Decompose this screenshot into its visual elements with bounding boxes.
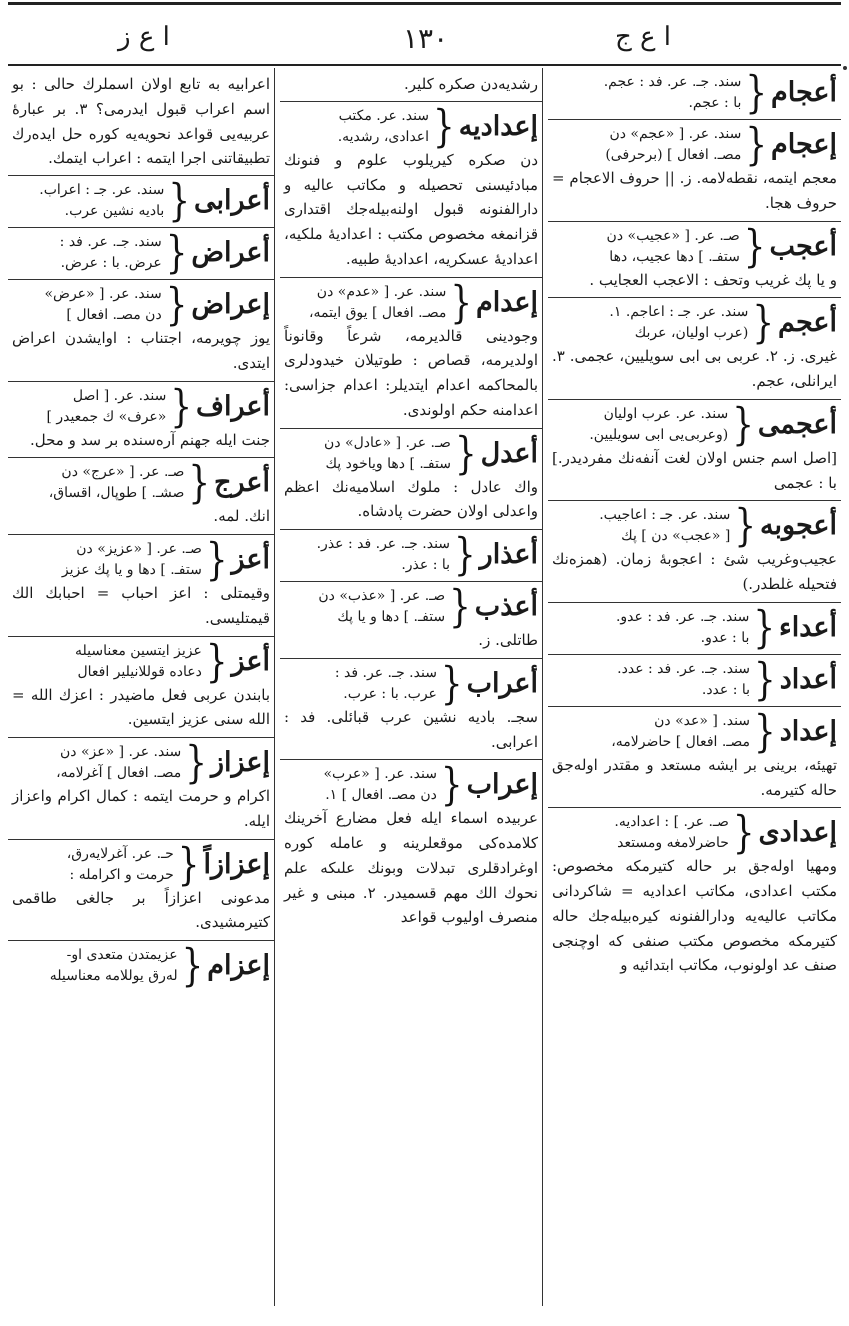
page-number: ١٣٠ [403, 22, 449, 55]
dictionary-entry [280, 659, 542, 761]
dictionary-entry [280, 582, 542, 659]
headword: أعجام [771, 77, 837, 109]
grammar-line: سند. جـ. عر. فد : [334, 664, 437, 681]
brace-glyph: { [181, 940, 204, 992]
dictionary-entry [548, 400, 841, 502]
entry-grammar [552, 72, 741, 114]
definition: سجـ. باديه نشين عرب قبائلى. فد : اعرابى. [284, 707, 538, 751]
grammar-line: اعدادى، رشديه. [337, 128, 430, 145]
brace-glyph: { [433, 100, 455, 153]
entry-head [552, 653, 837, 706]
dictionary-entry [280, 530, 542, 582]
dictionary-entry [280, 278, 542, 429]
margin-mark [843, 66, 847, 70]
entry-grammar [284, 586, 445, 628]
grammar-line: صـ. عر. [ «عرج» دن [61, 464, 185, 481]
dictionary-entry [8, 941, 274, 992]
grammar-line: حرمت و اكرامله : [69, 866, 174, 883]
definition: عجيب‌وغريب شئ : اعجوبۀ زمان. (همزه‌نك فتحيله غلطدر.) [552, 550, 837, 593]
grammar-line: سند. عر. [ «عجم» دن [609, 126, 742, 142]
brace-glyph: { [205, 534, 228, 586]
definition: يوز چويرمه، اجتناب : اوايشدن اعراض ايتدى. [12, 329, 270, 372]
dictionary-entry [8, 228, 274, 280]
entry-head [284, 657, 538, 710]
headword: أعجب [769, 230, 837, 262]
grammar-line: سند. عر. [ اصل [72, 387, 167, 404]
brace-glyph: { [165, 279, 188, 331]
grammar-line: عزيز ايتسين معناسيله [75, 642, 202, 659]
entry-head [12, 380, 270, 433]
continuation-text: رشديه‌دن صكره كلير. [280, 68, 542, 102]
grammar-line: (عرب اوليان، عربك [634, 325, 749, 342]
brace-glyph: { [745, 68, 768, 119]
brace-glyph: { [185, 737, 207, 789]
brace-glyph: { [753, 601, 776, 654]
dictionary-entry [8, 176, 274, 228]
headword: أعز [231, 544, 270, 576]
headword: إعزام [207, 950, 270, 982]
grammar-line: سند. عر. [ «عز» دن [60, 744, 182, 760]
definition: تهيئه، برينى بر ايشه مستعد و مقتدر اوله‌جق حاله كتيرمه. [552, 755, 837, 799]
grammar-line: ستفـ. ] دها وياخود پك [325, 455, 451, 472]
dictionary-entry [548, 501, 841, 603]
grammar-line: سند. عر. جـ : اعاجيب. [599, 507, 731, 524]
grammar-line: حـ. عر. آغرلايه‌رق، [66, 845, 174, 862]
headword: أعجمى [757, 408, 837, 440]
grammar-line: عرب. با : عرب. [343, 685, 437, 702]
grammar-line: سند. عر. عرب اوليان [603, 405, 729, 422]
header-rule [8, 64, 841, 66]
grammar-line: (وعربى‌يى ابى سويليين. [589, 426, 729, 443]
entry-grammar [552, 124, 741, 166]
grammar-line: با : عذر. [401, 557, 451, 573]
grammar-line: با : عدد. [701, 681, 751, 698]
brace-glyph: { [732, 807, 755, 860]
entry-head [12, 175, 270, 227]
entry-grammar [12, 539, 202, 581]
entry-grammar [12, 232, 162, 274]
entry-grammar [12, 742, 181, 784]
brace-glyph: { [205, 635, 228, 688]
dictionary-entry [8, 280, 274, 382]
grammar-line: مصـ. افعال ] آغرلامه، [56, 765, 182, 781]
continuation-text: اعرابيه به تابع اولان اسملرك حالى : بو اسم اعراب قبول ايدرمى؟ ٣. بر عبارۀ عربيه‌يى قواعد نحويه‌يه كوره حل ايده‌رك تطبيقاتنى اجرا ايتمه : اعراب ايتمك. [8, 68, 274, 176]
grammar-line: مصـ. افعال ] حاضرلامه، [611, 733, 751, 750]
brace-glyph: { [732, 398, 754, 451]
grammar-line: عزيمتدن متعدى او- [66, 947, 178, 963]
definition: ومهيا اوله‌جق بر حاله كتيرمكه مخصوص: مكتب اعدادى، مكاتب اعداديه = شاكردانى مكاتب عاليه‌يه ودارالفنونه كيره‌بيله‌جك حاله كتيرمكه مخصوص مكتب صنفى كه اوچنجى صنف عد اولونوب، مكاتب ابتدائيه و [552, 857, 837, 975]
brace-glyph: { [752, 297, 774, 350]
headword: إعراب [466, 769, 538, 801]
entry-head [552, 601, 837, 654]
column-left [8, 68, 274, 1306]
entry-head [284, 427, 538, 480]
entry-head [284, 581, 538, 633]
entry-head [12, 635, 270, 688]
grammar-line: سند. جـ. عر. فد : [59, 234, 162, 250]
dictionary-entry [548, 655, 841, 707]
entry-grammar [552, 302, 748, 344]
grammar-line: سند. جـ. عر. فد : عدو. [615, 608, 750, 625]
dictionary-entry [280, 102, 542, 278]
headword: إعراض [191, 289, 270, 321]
brace-glyph: { [168, 175, 190, 227]
headword: أعز [231, 645, 270, 677]
brace-glyph: { [454, 427, 477, 480]
entry-grammar [552, 812, 729, 854]
grammar-line: دعاده قوللانيلير افعال [77, 663, 202, 680]
headword: أعداد [779, 663, 837, 695]
entry-grammar [12, 641, 202, 683]
headword: إعداديه [458, 110, 538, 142]
entry-head [284, 529, 538, 581]
brace-glyph: { [440, 759, 463, 812]
dictionary-entry [8, 458, 274, 535]
entry-grammar [12, 284, 162, 326]
grammar-line: عرض. با : عرض. [60, 255, 162, 271]
entry-grammar [552, 659, 750, 701]
grammar-line: سند. جـ. عر. فد : عدد. [617, 660, 751, 677]
brace-glyph: { [188, 457, 211, 510]
entry-head [12, 227, 270, 279]
grammar-line: صـ. عر. ] : اعداديه. [614, 814, 729, 831]
grammar-line: مصـ. افعال ] (برحرفى) [605, 147, 742, 163]
dictionary-entry [548, 808, 841, 983]
entry-grammar [284, 282, 446, 324]
definition: طاتلى. ز. [478, 631, 538, 649]
definition: غيرى. ز. ٢. عربى بى ابى سويليين، عجمى. ٣. ايرانلى، عجم. [552, 347, 837, 390]
entry-grammar [12, 462, 184, 504]
grammar-line: سند. جـ. عر. فد : عذر. [316, 536, 451, 552]
grammar-line: ستفـ. ] دها و يا پك عزيز [61, 562, 202, 578]
grammar-line: با : عجم. [688, 95, 742, 111]
headword: أعذار [479, 539, 538, 571]
brace-glyph: { [754, 653, 776, 706]
brace-glyph: { [165, 227, 188, 279]
definition: [اصل اسم جنس اولان لغت آنفه‌نك مفرديدر.] با : عجمى [552, 448, 837, 492]
entry-head [284, 759, 538, 812]
dictionary-entry [280, 760, 542, 935]
entry-head [552, 119, 837, 171]
grammar-line: سند. عر. مكتب [338, 107, 430, 124]
dictionary-entry [548, 120, 841, 222]
grammar-line: باديه نشين عرب. [64, 203, 165, 219]
grammar-line: صـ. عر. [ «عزيز» دن [76, 541, 202, 557]
entry-head [12, 940, 270, 992]
brace-glyph: { [734, 500, 757, 553]
grammar-line: ستفـ. ] دها و يا پك [337, 609, 446, 625]
entry-head [552, 807, 837, 860]
dictionary-entry [280, 429, 542, 531]
definition: واك عادل : ملوك اسلاميه‌نك اعظم واعدلى اولان حضرت پادشاه. [284, 477, 538, 521]
headword: أعرج [214, 467, 270, 499]
definition: وجودينى قالديرمه، شرعاً وقانوناً اولديرمه، قصاص : طوتيلان خيدودلرى بالمحاكمه اعدام ايتديلر: اعدام جزاسى: اعدامنه حكم اولوندى. [284, 326, 538, 419]
entry-grammar [12, 945, 178, 987]
entry-grammar [284, 433, 451, 475]
headword: أعجم [777, 307, 837, 339]
grammar-line: ستفـ. ] دها عجيب، دها [609, 248, 740, 265]
entry-head [552, 297, 837, 350]
dictionary-entry [8, 382, 274, 459]
grammar-line: سند. [ «عد» دن [654, 712, 751, 729]
entry-grammar [552, 711, 750, 753]
brace-glyph: { [754, 705, 776, 758]
dictionary-entry [548, 68, 841, 120]
definition: انك. لمه. [213, 507, 270, 526]
top-rule [8, 2, 841, 5]
dictionary-entry [548, 603, 841, 655]
headword: إعزازاً [203, 848, 270, 880]
entry-head [284, 100, 538, 153]
entry-grammar [552, 226, 740, 268]
grammar-line: حاضرلامغه ومستعد [617, 835, 729, 852]
headword: أعداء [779, 611, 837, 643]
grammar-line: سند. جـ. عر. فد : عجم. [603, 74, 742, 90]
column-right [548, 68, 841, 1306]
entry-head [12, 534, 270, 586]
dictionary-entry [548, 222, 841, 299]
entry-grammar [552, 505, 730, 547]
brace-glyph: { [440, 657, 463, 710]
header-right-guide: ا ع ج [614, 22, 671, 52]
entry-head [552, 398, 837, 451]
grammar-line: له‌رق يوللامه معناسيله [49, 968, 178, 984]
entry-grammar [552, 607, 749, 649]
grammar-line: سند. عر. جـ : اعراب. [39, 182, 165, 198]
dictionary-entry [8, 535, 274, 637]
definition: بابندن عربى فعل ماضيدر : اعزك الله = الله سنى عزيز ايتسين. [12, 685, 270, 729]
headword: إعزاز [210, 747, 270, 779]
entry-head [552, 68, 837, 119]
grammar-line: دن مصـ. افعال ] [66, 307, 162, 323]
grammar-line: سند. عر. [ «عدم» دن [316, 283, 447, 300]
definition: دن صكره كيريلوب علوم و فنونك مبادئيسنى تحصيله و مكاتب عاليه و دارالفنونه قبول اولنه‌بيله‌جك اقتدارى قزانمغه مخصوص مكتب : اعداديۀ ملكيه، اعداديۀ عسكريه، اعداديۀ طبيه. [284, 150, 538, 268]
headword: إعدام [475, 286, 538, 318]
grammar-line: سند. عر. [ «عرض» [44, 286, 162, 302]
entry-head [12, 457, 270, 510]
brace-glyph: { [177, 838, 200, 891]
dictionary-entry [548, 298, 841, 400]
headword: أعجوبه [760, 510, 837, 542]
headword: أعراف [196, 390, 270, 422]
entry-head [12, 838, 270, 891]
definition: عربيده اسماء ايله فعل مضارع آخرينك كلامده‌كى موقعلرينه و عامله كوره اوغرادقلرى تبدلات وبونك علىكه علم نحوك الك مهم قسميدر. ٢. مبنى و غير منصرف اوليوب قواعد [284, 809, 538, 927]
entry-head [552, 705, 837, 758]
entry-grammar [284, 663, 437, 705]
grammar-line: مصـ. افعال ] يوق ايتمه، [308, 304, 447, 321]
dictionary-entry [548, 707, 841, 809]
entry-head [552, 500, 837, 553]
dictionary-entry [8, 738, 274, 840]
header-left-guide: ا ع ز [118, 22, 170, 52]
headword: أعرابى [193, 185, 270, 217]
entry-grammar [12, 180, 164, 222]
grammar-line: صشـ. ] طوپال، اقساق، [48, 485, 185, 502]
definition: و يا پك غريب وتحف : الاعجب العجايب . [589, 270, 837, 289]
brace-glyph: { [449, 581, 471, 633]
entry-grammar [284, 764, 437, 806]
definition: معجم ايتمه، نقطه‌لامه. ز. || حروف الاعجام = حروف هجا. [552, 169, 837, 212]
dictionary-entry [8, 637, 274, 739]
entry-grammar [12, 386, 166, 428]
entry-grammar [284, 106, 429, 148]
grammar-line: سند. عر. جـ : اعاجم. ١. [609, 304, 749, 321]
definition: جنت ايله جهنم آره‌سنده بر سد و محل. [29, 430, 270, 449]
headword: إعداد [779, 715, 837, 747]
headword: أعدل [480, 437, 538, 469]
brace-glyph: { [745, 119, 768, 171]
columns [8, 68, 841, 1306]
headword: أعذب [474, 591, 538, 623]
grammar-line: صـ. عر. [ «عادل» دن [324, 434, 451, 451]
definition: وقيمتلى : اعز احباب = احبابك الك قيمتليسى. [12, 584, 270, 627]
brace-glyph: { [743, 220, 766, 273]
entry-grammar [284, 534, 450, 576]
brace-glyph: { [450, 276, 472, 329]
entry-grammar [552, 404, 728, 446]
grammar-line: صـ. عر. [ «عجيب» دن [606, 227, 740, 244]
grammar-line: [ «عجب» دن ] پك [621, 528, 731, 545]
entry-head [12, 279, 270, 331]
column-middle [280, 68, 542, 1306]
page-header [8, 8, 841, 64]
entry-head [552, 220, 837, 273]
grammar-line: با : عدو. [700, 629, 750, 646]
entry-head [284, 276, 538, 329]
grammar-line: دن مصـ. افعال ] ١. [325, 787, 437, 804]
headword: إعدادى [758, 817, 837, 849]
grammar-line: صـ. عر. [ «عذب» دن [318, 588, 446, 604]
headword: إعجام [771, 129, 837, 161]
definition: مدعونى اعزازاً بر جالغى طاقمى كتيرمشيدى. [12, 888, 270, 932]
grammar-line: سند. عر. [ «عرب» [323, 766, 437, 783]
entry-head [12, 737, 270, 789]
dictionary-entry [8, 840, 274, 942]
grammar-line: «عرف» ك جمعيدر ] [46, 408, 167, 425]
definition: اكرام و حرمت ايتمه : كمال اكرام واعزاز ايله. [12, 787, 270, 830]
brace-glyph: { [454, 529, 476, 581]
entry-grammar [12, 844, 174, 886]
brace-glyph: { [170, 380, 192, 433]
headword: أعراض [191, 237, 270, 269]
headword: أعراب [466, 667, 538, 699]
